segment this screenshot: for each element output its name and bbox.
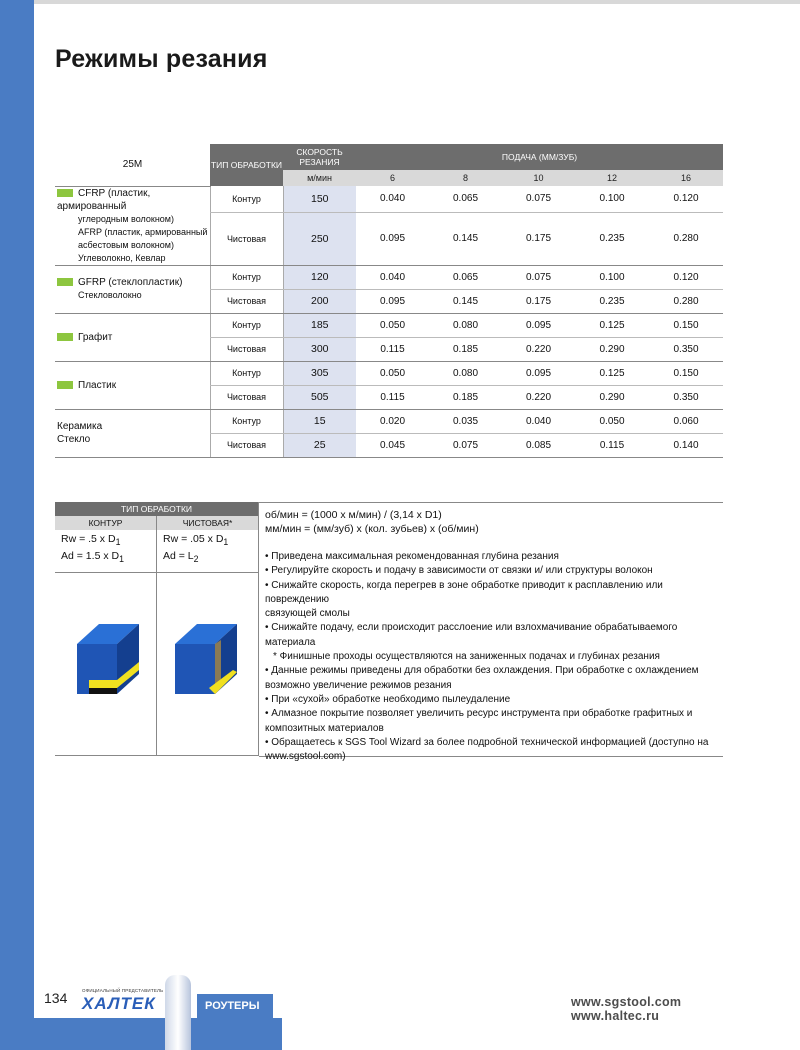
feed-cell: 0.075 xyxy=(502,186,575,212)
speed-cell: 300 xyxy=(283,337,356,361)
column-divider xyxy=(156,530,157,755)
header-feed: ПОДАЧА (ММ/ЗУБ) xyxy=(356,144,723,170)
material-line: Керамика xyxy=(57,421,103,432)
cutting-modes-table xyxy=(55,144,723,458)
left-sidebar-band xyxy=(0,0,34,1050)
operation-cell: Чистовая xyxy=(210,289,283,313)
feed-cell: 0.060 xyxy=(649,409,723,433)
feed-cell: 0.100 xyxy=(575,186,649,212)
finish-header: ЧИСТОВАЯ* xyxy=(157,516,258,530)
feed-cell: 0.080 xyxy=(429,313,502,337)
finish-cube-illustration xyxy=(169,622,249,702)
rpm-formulas xyxy=(265,508,479,536)
formula-feed: мм/мин = (мм/зуб) x (кол. зубьев) x (об/мин) xyxy=(265,523,479,535)
material-line: AFRP (пластик, армированный xyxy=(78,226,208,237)
page-title: Режимы резания xyxy=(55,45,268,73)
bottom-band xyxy=(0,1018,282,1050)
feed-cell: 0.220 xyxy=(502,337,575,361)
material-line xyxy=(57,331,210,344)
feed-cell: 0.125 xyxy=(575,361,649,385)
feed-cell: 0.045 xyxy=(356,433,429,457)
feed-cell: 0.185 xyxy=(429,385,502,409)
speed-cell: 505 xyxy=(283,385,356,409)
material-cell xyxy=(55,313,210,361)
operation-cell: Контур xyxy=(210,265,283,289)
feed-cell: 0.120 xyxy=(649,186,723,212)
table-row xyxy=(55,361,723,385)
note-line: www.sgstool.com) xyxy=(265,751,346,763)
feed-cell: 0.065 xyxy=(429,265,502,289)
feed-cell: 0.040 xyxy=(356,186,429,212)
cut-shadow xyxy=(89,688,117,694)
material-name: Графит xyxy=(78,331,113,343)
feed-cell: 0.290 xyxy=(575,337,649,361)
feed-cell: 0.175 xyxy=(502,212,575,265)
speed-cell: 200 xyxy=(283,289,356,313)
feed-cell: 0.050 xyxy=(356,361,429,385)
material-line: углеродным волокном) xyxy=(78,213,174,224)
feed-cell: 0.280 xyxy=(649,289,723,313)
feed-cell: 0.095 xyxy=(356,212,429,265)
contour-ad: Ad = 1.5 x D xyxy=(61,550,120,563)
note-line: • Регулируйте скорость и подачу в зависимости от связки и/ или структуры волокон xyxy=(265,565,653,577)
note-line: возможно увеличение режимов резания xyxy=(265,679,452,691)
machining-type-panel xyxy=(55,502,259,756)
feed-cell: 0.235 xyxy=(575,289,649,313)
subscript: 2 xyxy=(193,554,199,565)
url-sgstool[interactable]: www.sgstool.com xyxy=(571,995,682,1009)
feed-cell: 0.100 xyxy=(575,265,649,289)
finish-formulas xyxy=(163,532,228,566)
diameter-header: 10 xyxy=(502,170,575,186)
contour-cube-illustration xyxy=(67,622,147,702)
material-line xyxy=(57,379,210,392)
feed-cell: 0.115 xyxy=(575,433,649,457)
section-label: РОУТЕРЫ xyxy=(197,994,273,1018)
operation-cell: Чистовая xyxy=(210,337,283,361)
material-line xyxy=(57,187,210,213)
note-line: связующей смолы xyxy=(265,608,350,620)
diameter-header: 8 xyxy=(429,170,502,186)
speed-cell: 120 xyxy=(283,265,356,289)
contour-header: КОНТУР xyxy=(55,516,157,530)
feed-cell: 0.350 xyxy=(649,337,723,361)
logo-caption: ОФИЦИАЛЬНЫЙ ПРЕДСТАВИТЕЛЬ xyxy=(82,988,164,993)
feed-cell: 0.185 xyxy=(429,337,502,361)
note-line: • Приведена максимальная рекомендованная глубина резания xyxy=(265,551,559,562)
feed-cell: 0.085 xyxy=(502,433,575,457)
note-line: • Алмазное покрытие позволяет увеличить ресурс инструмента при обработке графитных и xyxy=(265,708,693,720)
feed-cell: 0.150 xyxy=(649,313,723,337)
notes-list xyxy=(265,550,721,764)
table-row xyxy=(55,186,723,212)
feed-cell: 0.020 xyxy=(356,409,429,433)
diameter-header: 12 xyxy=(575,170,649,186)
page-number: 134 xyxy=(44,990,68,1006)
feed-cell: 0.075 xyxy=(502,265,575,289)
notes-panel xyxy=(259,502,723,763)
feed-cell: 0.040 xyxy=(356,265,429,289)
material-cell xyxy=(55,186,210,265)
feed-cell: 0.040 xyxy=(502,409,575,433)
machining-type-header: ТИП ОБРАБОТКИ xyxy=(55,502,258,516)
note-line: • Снижайте скорость, когда перегрев в зоне обработке приводит к расплавлению или повреждению xyxy=(265,579,663,605)
diameter-header: 6 xyxy=(356,170,429,186)
note-line: • Обращаетесь к SGS Tool Wizard за более подробной технической информацией (доступно на xyxy=(265,736,709,748)
contour-formulas xyxy=(61,532,124,566)
column-graphic xyxy=(165,975,191,1050)
feed-cell: 0.050 xyxy=(356,313,429,337)
material-line xyxy=(57,276,210,289)
note-line: * Финишные проходы осуществляются на заниженных подачах и глубинах резания xyxy=(273,651,660,663)
finish-ad: Ad = L xyxy=(163,550,194,563)
material-line: Стекловолокно xyxy=(78,290,142,300)
material-name: Пластик xyxy=(78,379,117,391)
feed-cell: 0.125 xyxy=(575,313,649,337)
feed-cell: 0.095 xyxy=(502,313,575,337)
material-name: GFRP (стеклопластик) xyxy=(78,277,183,288)
subscript: 1 xyxy=(223,537,229,548)
speed-cell: 150 xyxy=(283,186,356,212)
operation-cell: Контур xyxy=(210,409,283,433)
top-rule xyxy=(34,0,800,4)
material-name: CFRP (пластик, армированный xyxy=(57,187,151,212)
haltec-logo: ХАЛТЕК xyxy=(82,994,156,1013)
operation-cell: Контур xyxy=(210,186,283,212)
feed-cell: 0.115 xyxy=(356,337,429,361)
speed-cell: 185 xyxy=(283,313,356,337)
header-speed: СКОРОСТЬ РЕЗАНИЯ xyxy=(283,144,356,170)
speed-cell: 25 xyxy=(283,433,356,457)
material-swatch xyxy=(57,333,73,341)
feed-cell: 0.150 xyxy=(649,361,723,385)
operation-cell: Контур xyxy=(210,313,283,337)
note-line: • Снижайте подачу, если происходит расслоение или взлохмачивание обрабатываемого материала xyxy=(265,622,678,648)
formula-rpm: об/мин = (1000 x м/мин) / (3,14 x D1) xyxy=(265,509,442,521)
feed-cell: 0.290 xyxy=(575,385,649,409)
speed-unit: м/мин xyxy=(283,170,356,186)
finish-rw: Rw = .05 x D xyxy=(163,533,224,545)
operation-cell: Чистовая xyxy=(210,385,283,409)
note-line: • При «сухой» обработке необходимо пылеудаление xyxy=(265,693,511,705)
speed-cell: 15 xyxy=(283,409,356,433)
feed-cell: 0.175 xyxy=(502,289,575,313)
speed-cell: 305 xyxy=(283,361,356,385)
feed-cell: 0.120 xyxy=(649,265,723,289)
material-cell xyxy=(55,361,210,409)
feed-cell: 0.145 xyxy=(429,289,502,313)
feed-cell: 0.220 xyxy=(502,385,575,409)
feed-cell: 0.095 xyxy=(356,289,429,313)
feed-cell: 0.350 xyxy=(649,385,723,409)
feed-cell: 0.145 xyxy=(429,212,502,265)
diameter-header: 16 xyxy=(649,170,723,186)
header-operation: ТИП ОБРАБОТКИ xyxy=(210,144,283,186)
material-line: Стекло xyxy=(57,434,91,445)
feed-cell: 0.140 xyxy=(649,433,723,457)
feed-cell: 0.280 xyxy=(649,212,723,265)
tool-code: 25M xyxy=(55,144,210,186)
material-swatch xyxy=(57,189,73,197)
machining-section xyxy=(55,502,723,763)
feed-cell: 0.095 xyxy=(502,361,575,385)
operation-cell: Чистовая xyxy=(210,212,283,265)
url-haltec[interactable]: www.haltec.ru xyxy=(571,1009,660,1023)
material-cell xyxy=(55,409,210,457)
material-cell xyxy=(55,265,210,313)
cube-front xyxy=(175,644,215,694)
note-line: • Данные режимы приведены для обработки без охлаждения. При обработке с охлаждением xyxy=(265,665,699,677)
feed-cell: 0.035 xyxy=(429,409,502,433)
table-row xyxy=(55,265,723,289)
contour-rw: Rw = .5 x D xyxy=(61,533,116,545)
operation-cell: Контур xyxy=(210,361,283,385)
table-row xyxy=(55,409,723,433)
feed-cell: 0.075 xyxy=(429,433,502,457)
speed-cell: 250 xyxy=(283,212,356,265)
subscript: 1 xyxy=(115,537,121,548)
operation-cell: Чистовая xyxy=(210,433,283,457)
material-swatch xyxy=(57,278,73,286)
feed-cell: 0.080 xyxy=(429,361,502,385)
table-body xyxy=(55,186,723,457)
divider xyxy=(55,572,258,573)
material-line: асбестовым волокном) xyxy=(78,239,174,250)
feed-cell: 0.115 xyxy=(356,385,429,409)
feed-cell: 0.065 xyxy=(429,186,502,212)
feed-cell: 0.235 xyxy=(575,212,649,265)
table-row xyxy=(55,313,723,337)
note-line: композитных материалов xyxy=(265,722,384,734)
feed-cell: 0.050 xyxy=(575,409,649,433)
subscript: 1 xyxy=(119,554,124,565)
material-swatch xyxy=(57,381,73,389)
website-urls xyxy=(571,995,681,1023)
material-line: Углеволокно, Кевлар xyxy=(78,252,166,263)
